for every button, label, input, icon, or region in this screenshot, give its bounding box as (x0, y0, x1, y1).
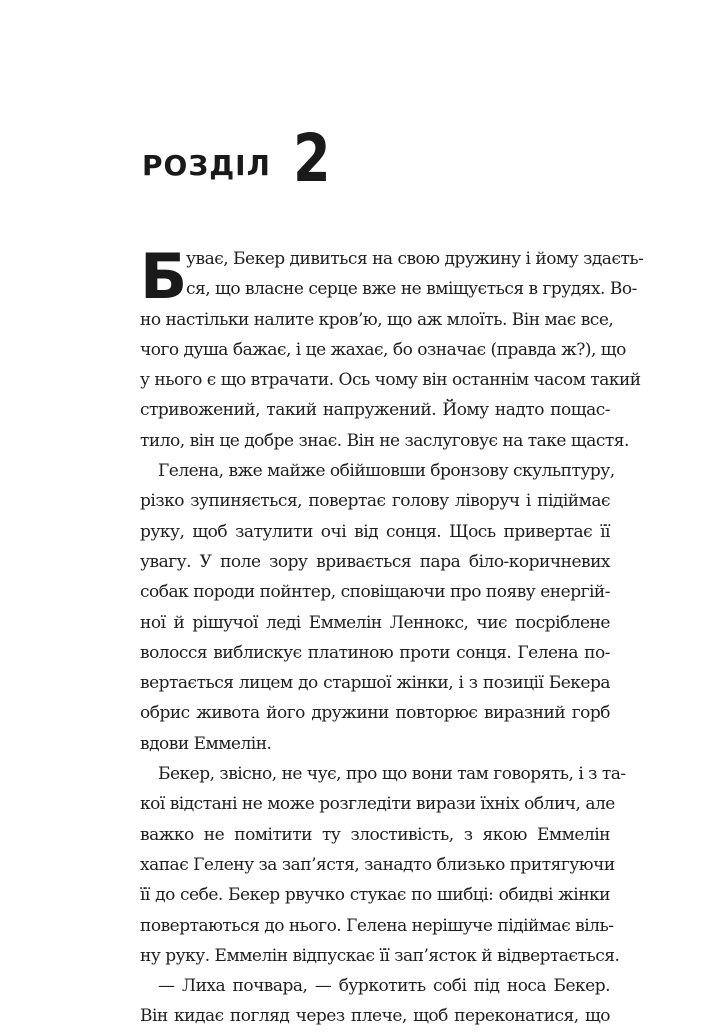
text-line: важко не помітити ту злостивість, з якою Еммелін (140, 824, 610, 845)
text-line: ся, що власне серце вже не вміщується в грудях. Во- (186, 279, 637, 300)
text-line: у нього є що втрачати. Ось чому він останнім часом такий (140, 370, 641, 391)
chapter-number: 2 (292, 120, 331, 197)
text-line: но настільки налите кров’ю, що аж млоїть. Він має все, (140, 309, 614, 330)
text-line: — Лиха почвара, — буркотить собі під носа Бекер. (158, 976, 610, 997)
text-line: уває, Бекер дивиться на свою дружину і йому здаєть- (186, 249, 644, 269)
text-line: ну руку. Еммелін відпускає її зап’ясток й відвертається. (140, 945, 620, 966)
text-line: Бекер, звісно, не чує, про що вони там говорять, і з та- (158, 764, 626, 785)
text-line: її до себе. Бекер рвучко стукає по шибці: обидві жінки (140, 885, 610, 906)
text-line: ної й рішучої леді Еммелін Леннокс, чиє посріблене (140, 612, 610, 633)
drop-cap: Б (140, 240, 188, 313)
text-line: чого душа бажає, і це жахає, бо означає (правда ж?), що (140, 339, 626, 360)
chapter-heading (142, 120, 339, 197)
text-line: Він кидає погляд через плече, щоб переконатися, що (140, 1006, 610, 1027)
body-text (140, 240, 644, 1032)
text-line: обрис живота його дружини повторює виразний горб (140, 703, 610, 724)
text-line: волосся виблискує платиною проти сонця. Гелена по- (140, 642, 610, 663)
text-line: Гелена, вже майже обійшовши бронзову скульптуру, (158, 461, 615, 482)
text-line: вертається лицем до старшої жінки, і з позиції Бекера (140, 673, 610, 694)
text-line: тило, він це добре знає. Він не заслуговує на таке щастя. (140, 430, 629, 451)
text-line: хапає Гелену за зап’ястя, занадто близько притягуючи (140, 854, 615, 875)
chapter-word: РОЗДІЛ (142, 149, 271, 182)
text-line: увагу. У поле зору вривається пара біло-коричневих (140, 551, 610, 572)
text-line: вдови Еммелін. (140, 733, 272, 754)
text-line: кої відстані не може розгледіти вирази їхніх облич, але (140, 794, 615, 815)
text-line: стривожений, такий напружений. Йому надто пощас- (140, 400, 610, 421)
text-line: різко зупиняється, повертає голову ліворуч і підіймає (140, 491, 610, 512)
text-line: собак породи пойнтер, сповіщаючи про появу енергій- (140, 582, 610, 603)
text-line: руку, щоб затулити очі від сонця. Щось привертає її (140, 521, 610, 542)
text-line: повертаються до нього. Гелена нерішуче підіймає віль- (140, 915, 614, 936)
